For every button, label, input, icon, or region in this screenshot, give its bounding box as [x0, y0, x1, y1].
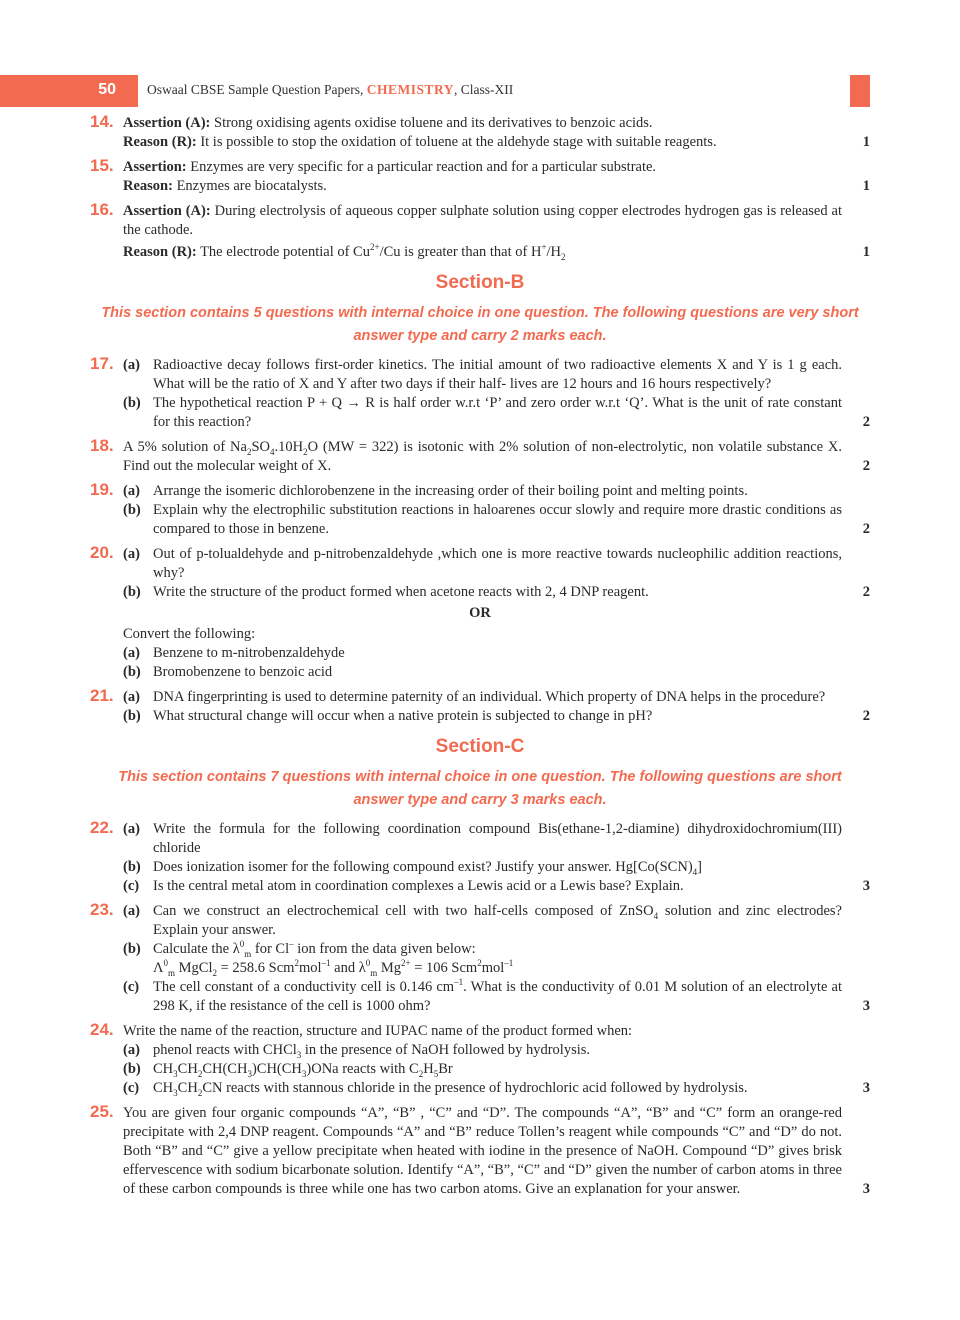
- part-text: Explain why the electrophilic substitution reactions in haloarenes occur slowly and require more drastic conditions as compared to those in benzene.: [153, 502, 842, 537]
- part-text: CN reacts with stannous chloride in the presence of hydrochloric acid followed by hydrolysis.: [202, 1080, 748, 1096]
- question-text: [123, 438, 870, 476]
- marks: 3: [862, 1080, 870, 1096]
- question-18: [90, 438, 870, 476]
- assertion-text: Strong oxidising agents oxidise toluene and its derivatives to benzoic acids.: [210, 115, 653, 131]
- section-c-description: This section contains 7 questions with internal choice in one question. The following questions are short answer type and carry 3 marks each.: [118, 769, 842, 808]
- section-b-title: Section-B: [435, 272, 525, 293]
- assertion-label: Assertion (A):: [123, 203, 211, 219]
- question-number: 23.: [90, 900, 114, 919]
- part-b: [123, 394, 870, 432]
- question-number: 16.: [90, 200, 114, 219]
- text: You are given four organic compounds “A”, “B” , “C” and “D”. The compounds “A”, “B” and “C” form an orange-red precipitate with 2,4 DNP reagent. Compounds “A” and “B” reduce Tollen’s reagent while compounds “C” and “D” do not. Both “B” and “C” give a yellow precipitate when heated with iodine in the presence of NaOH. Compound “D” gives brisk effervescence with sodium bicarbonate solution. Identify “A”, “B”, “C” and “D” given the number of carbon atoms in three of these carbon compounds is three while one has two carbon atoms. Give an explanation for your answer.: [123, 1105, 842, 1197]
- subscript: 2: [303, 446, 308, 457]
- question-number: 20.: [90, 543, 114, 562]
- question-intro: Write the name of the reaction, structure and IUPAC name of the product formed when:: [123, 1023, 633, 1039]
- running-header: [147, 82, 513, 98]
- question-number: 25.: [90, 1102, 114, 1121]
- superscript: 0: [163, 958, 169, 969]
- formula-text: mol: [298, 960, 322, 976]
- part-a: [123, 688, 870, 707]
- question-number: 21.: [90, 686, 114, 705]
- marks: 1: [862, 244, 870, 260]
- part-label: (a): [123, 546, 140, 562]
- question-24: [90, 1022, 870, 1098]
- marks: 2: [862, 458, 870, 474]
- part-label: (a): [123, 483, 140, 499]
- question-14: [90, 114, 870, 152]
- question-23: [90, 902, 870, 1016]
- subscript: 5: [433, 1068, 439, 1079]
- reason: [123, 243, 870, 262]
- question-number: 19.: [90, 480, 114, 499]
- part-text: Write the structure of the product formed when acetone reacts with 2, 4 DNP reagent.: [153, 584, 649, 600]
- convert-intro: Convert the following:: [123, 626, 256, 642]
- question-number: 14.: [90, 112, 114, 131]
- assertion-text: Enzymes are very specific for a particular reaction and for a particular substrate.: [186, 159, 657, 175]
- section-c-title: Section-C: [435, 736, 525, 757]
- formula-text: mol: [481, 960, 505, 976]
- part-text: phenol reacts with CHCl: [153, 1042, 297, 1058]
- superscript: –1: [321, 958, 331, 969]
- part-b: [123, 1060, 870, 1079]
- part-text: Arrange the isomeric dichlorobenzene in the increasing order of their boiling point and melting points.: [153, 483, 748, 499]
- subscript: 2: [418, 1068, 424, 1079]
- page-content: [90, 114, 870, 1205]
- part-label: (a): [123, 645, 140, 661]
- part-a: [123, 902, 870, 940]
- header-accent-bar: [850, 75, 870, 107]
- subscript: 4: [692, 866, 698, 877]
- part-b: [123, 707, 870, 726]
- question-number: 15.: [90, 156, 114, 175]
- header-title-post: , Class-XII: [454, 82, 514, 97]
- formula-text: H: [423, 1061, 434, 1077]
- reason-label: Reason (R):: [123, 244, 197, 260]
- part-label: (a): [123, 357, 140, 373]
- header-title-pre: Oswaal CBSE Sample Question Papers,: [147, 82, 367, 97]
- subscript: m: [168, 967, 176, 978]
- subscript: 4: [653, 910, 659, 921]
- assertion-label: Assertion:: [123, 159, 187, 175]
- assertion: [123, 202, 870, 240]
- question-19: [90, 482, 870, 539]
- subscript: 4: [270, 446, 275, 457]
- reason: [123, 177, 870, 196]
- reason-text: The electrode potential of Cu: [196, 244, 370, 260]
- part-label: (b): [123, 502, 141, 518]
- part-text: Bromobenzene to benzoic acid: [153, 664, 333, 680]
- page-number-tab: [0, 75, 138, 107]
- part-label: (b): [123, 708, 141, 724]
- marks: 3: [862, 998, 870, 1014]
- part-b: [123, 501, 870, 539]
- marks: 1: [862, 178, 870, 194]
- part-text: Is the central metal atom in coordination complexes a Lewis acid or a Lewis base? Explain.: [153, 878, 684, 894]
- part-c: [123, 978, 870, 1016]
- part-text: Write the formula for the following coordination compound Bis(ethane-1,2-diamine) dihydroxidochromium(III) chloride: [153, 821, 842, 856]
- part-text: ]: [697, 859, 702, 875]
- part-label: (a): [123, 903, 140, 919]
- part-text: DNA fingerprinting is used to determine paternity of an individual. Which property of DNA helps in the procedure?: [153, 689, 826, 705]
- marks: 1: [862, 134, 870, 150]
- part-label: (c): [123, 979, 140, 995]
- formula-text: Mg: [377, 960, 402, 976]
- header-subject: CHEMISTRY: [366, 82, 455, 97]
- marks: 2: [862, 584, 870, 600]
- convert-part-a: [123, 644, 870, 663]
- part-label: (b): [123, 664, 141, 680]
- assertion: [123, 114, 870, 133]
- assertion-label: Assertion (A):: [123, 115, 211, 131]
- part-text: The cell constant of a conductivity cell is 0.146 cm: [153, 979, 455, 995]
- assertion-text: During electrolysis of aqueous copper sulphate solution using copper electrodes hydrogen gas is released at the cathode.: [123, 203, 843, 238]
- part-text: Out of p-tolualdehyde and p-nitrobenzaldehyde ,which one is more reactive towards nucleophilic addition reactions, why?: [153, 546, 842, 581]
- formula-text: CH(CH: [202, 1061, 248, 1077]
- subscript: 3: [301, 1068, 307, 1079]
- reason-text: /Cu is greater than that of H: [379, 244, 542, 260]
- part-text: Benzene to m-nitrobenzaldehyde: [153, 645, 345, 661]
- part-label: (b): [123, 584, 141, 600]
- question-text: [123, 1104, 870, 1199]
- page-number: 50: [98, 81, 116, 98]
- marks: 3: [862, 878, 870, 894]
- part-label: (c): [123, 878, 140, 894]
- formula-text: MgCl: [175, 960, 213, 976]
- part-text: Does ionization isomer for the following compound exist? Justify your answer. Hg[Co(SCN): [153, 859, 693, 875]
- convert-part-b: [123, 663, 870, 682]
- subscript: 2: [246, 446, 252, 457]
- question-22: [90, 820, 870, 896]
- question-number: 22.: [90, 818, 114, 837]
- part-text: for Cl: [251, 941, 290, 957]
- subscript: 2: [197, 1068, 203, 1079]
- formula-text: CH: [153, 1080, 174, 1096]
- text: O (MW = 322) is isotonic with 2% solution of non-electrolytic, non volatile substance X. Find out the molecular weight of X.: [123, 439, 842, 474]
- question-number: 17.: [90, 354, 114, 373]
- reason: [123, 133, 870, 152]
- section-b-description: This section contains 5 questions with internal choice in one question. The following questions are very short answer type and carry 2 marks each.: [101, 305, 859, 344]
- part-label: (a): [123, 1042, 140, 1058]
- formula-text: and λ: [330, 960, 366, 976]
- part-text: The hypothetical reaction P + Q → R is half order w.r.t ‘P’ and zero order w.r.t ‘Q’. What is the unit of rate constant for this reaction?: [153, 395, 842, 430]
- part-label: (b): [123, 859, 141, 875]
- subscript: 3: [296, 1049, 302, 1060]
- part-b: [123, 583, 870, 602]
- reason-label: Reason:: [123, 178, 173, 194]
- formula-text: Λ: [153, 960, 164, 976]
- question-16: [90, 202, 870, 262]
- formula-text: CH: [153, 1061, 174, 1077]
- part-text: ion from the data given below:: [293, 941, 476, 957]
- part-text: Radioactive decay follows first-order kinetics. The initial amount of two radioactive elements X and Y is 1 g each. What will be the ratio of X and Y after two days if their half- lives are 12 hours and 16 hours respectively?: [153, 357, 842, 392]
- part-b: [123, 940, 870, 978]
- part-a: [123, 482, 870, 501]
- question-number: 24.: [90, 1020, 114, 1039]
- part-label: (a): [123, 821, 140, 837]
- subscript: m: [244, 948, 252, 959]
- superscript: –: [289, 939, 294, 950]
- part-text: What structural change will occur when a native protein is subjected to change in pH?: [153, 708, 653, 724]
- subscript: 3: [247, 1068, 252, 1079]
- part-label: (b): [123, 941, 141, 957]
- part-text: Calculate the λ: [153, 941, 240, 957]
- part-text: Can we construct an electrochemical cell with two half-cells composed of ZnSO: [153, 903, 654, 919]
- part-label: (b): [123, 395, 141, 411]
- part-text: in the presence of NaOH followed by hydrolysis.: [301, 1042, 591, 1058]
- part-c: [123, 877, 870, 896]
- reason-text: /H: [546, 244, 562, 260]
- formula-text: )ONa reacts with C: [306, 1061, 419, 1077]
- formula-text: = 258.6 Scm: [217, 960, 295, 976]
- question-21: [90, 688, 870, 726]
- superscript: 0: [239, 939, 245, 950]
- text: .10H: [274, 439, 304, 455]
- part-a: [123, 820, 870, 858]
- question-20: [90, 545, 870, 682]
- part-c: [123, 1079, 870, 1098]
- subscript: 2: [561, 251, 566, 262]
- formula-text: CH: [177, 1061, 198, 1077]
- superscript: 2+: [401, 958, 411, 969]
- part-a: [123, 1041, 870, 1060]
- formula-text: CH: [177, 1080, 198, 1096]
- reason-text: Enzymes are biocatalysts.: [172, 178, 327, 194]
- question-17: [90, 356, 870, 432]
- subscript: m: [370, 967, 378, 978]
- part-label: (c): [123, 1080, 140, 1096]
- marks: 3: [862, 1181, 870, 1197]
- part-label: (a): [123, 689, 140, 705]
- question-25: [90, 1104, 870, 1199]
- superscript: 2: [477, 958, 482, 969]
- subscript: 2: [197, 1087, 203, 1098]
- subscript: 3: [173, 1068, 178, 1079]
- part-text: . What is the conductivity of 0.01 M solution of an electrolyte at 298 K, if the resistance of the cell is 1000 ohm?: [153, 979, 843, 1014]
- question-15: [90, 158, 870, 196]
- subscript: 3: [173, 1087, 178, 1098]
- superscript: –1: [454, 977, 464, 988]
- text: A 5% solution of Na: [123, 439, 247, 455]
- formula-text: )CH(CH: [251, 1061, 302, 1077]
- formula-text: Br: [438, 1061, 453, 1077]
- marks: 2: [862, 521, 870, 537]
- part-label: (b): [123, 1061, 141, 1077]
- part-a: [123, 545, 870, 583]
- formula-text: = 106 Scm: [410, 960, 478, 976]
- superscript: 2+: [369, 242, 380, 253]
- marks: 2: [862, 414, 870, 430]
- marks: 2: [862, 708, 870, 724]
- question-number: 18.: [90, 436, 114, 455]
- superscript: 2: [294, 958, 299, 969]
- or-separator: OR: [469, 605, 491, 621]
- reason-text: It is possible to stop the oxidation of toluene at the aldehyde stage with suitable reagents.: [196, 134, 717, 150]
- subscript: 2: [212, 967, 217, 978]
- part-a: [123, 356, 870, 394]
- superscript: –1: [504, 958, 514, 969]
- part-b: [123, 858, 870, 877]
- superscript: +: [541, 242, 547, 253]
- text: SO: [251, 439, 271, 455]
- assertion: [123, 158, 870, 177]
- part-text: solution and zinc electrodes? Explain your answer.: [153, 903, 842, 938]
- superscript: 0: [365, 958, 371, 969]
- reason-label: Reason (R):: [123, 134, 197, 150]
